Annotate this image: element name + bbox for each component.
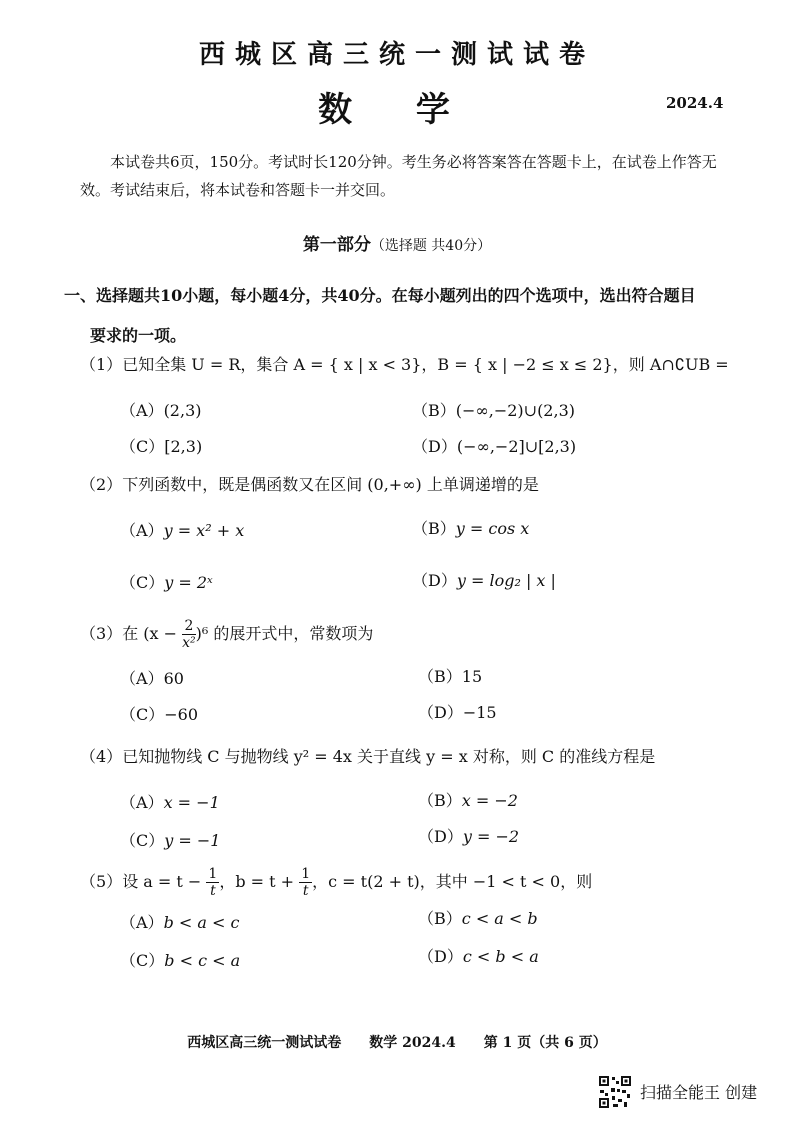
q5-option-c	[120, 948, 240, 971]
option-label: （C）	[120, 951, 165, 970]
fraction-numerator: 2	[182, 618, 196, 635]
q3-option-a	[120, 666, 184, 689]
option-text: (−∞,−2)∪(2,3)	[455, 401, 575, 420]
option-label: （A）	[120, 401, 164, 420]
option-text: y = x² + x	[163, 521, 245, 540]
q1-option-d	[412, 434, 576, 457]
question-number: （2）	[80, 475, 123, 494]
question-2-stem	[80, 472, 539, 495]
option-label: （D）	[412, 571, 457, 590]
option-label: （B）	[418, 791, 462, 810]
question-text: 已知抛物线 C 与抛物线 y² = 4x 关于直线 y = x 对称，则 C 的准线方程是	[122, 747, 656, 766]
option-text: y = cos x	[455, 519, 530, 538]
option-label: （C）	[120, 573, 165, 592]
question-text: 已知全集 U = R，集合 A = { x | x < 3}，B = { x | −2 ≤ x ≤ 2}，则 A∩∁UB =	[122, 355, 729, 374]
section-line-2: 要求的一项。	[90, 326, 187, 345]
option-label: （B）	[412, 401, 456, 420]
exam-date: 2024.4	[666, 94, 724, 112]
q5-option-d	[418, 944, 539, 967]
fraction-numerator: 1	[208, 866, 218, 882]
option-label: （D）	[418, 827, 463, 846]
option-label: （B）	[412, 519, 456, 538]
section-line-1: 一、选择题共10小题，每小题4分，共40分。在每小题列出的四个选项中，选出符合题目	[64, 286, 696, 305]
section-heading	[64, 276, 734, 356]
q1-option-c	[120, 434, 202, 457]
question-text-post: )⁶ 的展开式中，常数项为	[195, 624, 374, 643]
option-text: b < c < a	[164, 951, 241, 970]
option-label: （D）	[418, 947, 463, 966]
option-label: （B）	[418, 667, 462, 686]
option-text: (−∞,−2]∪[2,3)	[456, 437, 577, 456]
option-label: （A）	[120, 793, 164, 812]
question-number: （3）	[80, 624, 123, 643]
q2-option-d	[412, 568, 556, 591]
q4-option-c	[120, 828, 220, 851]
option-label: （D）	[418, 703, 463, 722]
question-4-stem	[80, 744, 655, 767]
option-text: c < a < b	[461, 909, 538, 928]
option-label: （B）	[418, 909, 462, 928]
option-text: y = log₂ | x |	[456, 571, 556, 590]
scanner-brand: 扫描全能王 创建	[640, 1083, 758, 1102]
fraction	[182, 618, 196, 651]
option-label: （A）	[120, 913, 164, 932]
question-number: （4）	[80, 747, 123, 766]
fraction-denominator: t	[302, 883, 309, 899]
q4-option-d	[418, 824, 519, 847]
option-text: x = −1	[163, 793, 220, 812]
option-text: y = −2	[462, 827, 520, 846]
option-text: b < a < c	[163, 913, 240, 932]
option-text: [2,3)	[164, 437, 203, 456]
option-label: （C）	[120, 831, 165, 850]
option-text: −60	[164, 705, 199, 724]
fraction	[206, 866, 219, 899]
question-text-b: ，b = t +	[219, 872, 295, 891]
exam-title: 西城区高三统一测试试卷	[198, 40, 595, 70]
part-heading	[0, 230, 794, 255]
option-label: （C）	[120, 437, 165, 456]
question-5-stem	[80, 866, 592, 899]
question-1-stem	[80, 352, 729, 375]
fraction-denominator: x²	[182, 635, 196, 651]
option-label: （A）	[120, 669, 164, 688]
fraction	[299, 866, 312, 899]
option-text: x = −2	[461, 791, 518, 810]
exam-instructions: 本试卷共6页，150分。考试时长120分钟。考生务必将答案答在答题卡上，在试卷上作答无效。考试结束后，将本试卷和答题卡一并交回。	[80, 153, 717, 199]
option-label: （C）	[120, 705, 165, 724]
qr-code-icon	[598, 1075, 632, 1109]
question-text-a: 设 a = t −	[122, 872, 202, 891]
q5-option-a	[120, 910, 239, 933]
option-label: （A）	[120, 521, 164, 540]
option-text: 15	[461, 667, 483, 686]
option-text: y = −1	[164, 831, 221, 850]
option-text: y = 2ˣ	[164, 573, 213, 592]
q2-option-b	[412, 516, 529, 539]
q4-option-a	[120, 790, 220, 813]
q3-option-d	[418, 700, 497, 723]
question-3-stem	[80, 618, 373, 651]
q2-option-c	[120, 570, 213, 593]
q1-option-b	[412, 398, 575, 421]
q3-option-c	[120, 702, 198, 725]
q3-option-b	[418, 664, 482, 687]
question-text-c: ，c = t(2 + t)，其中 −1 < t < 0，则	[312, 872, 593, 891]
option-text: −15	[462, 703, 497, 722]
option-text: (2,3)	[163, 401, 202, 420]
question-text-pre: 在 (x −	[122, 624, 178, 643]
q1-option-a	[120, 398, 202, 421]
part-note: （选择题 共40分）	[370, 238, 492, 254]
page-footer: 西城区高三统一测试试卷 数学 2024.4 第 1 页（共 6 页）	[187, 1035, 607, 1051]
option-label: （D）	[412, 437, 457, 456]
q4-option-b	[418, 788, 518, 811]
fraction-denominator: t	[210, 883, 216, 899]
fraction-numerator: 1	[301, 866, 311, 882]
subject-title: 数 学	[318, 90, 476, 130]
q5-option-b	[418, 906, 538, 929]
question-number: （5）	[80, 872, 123, 891]
question-number: （1）	[80, 355, 123, 374]
q2-option-a	[120, 518, 244, 541]
part-title: 第一部分	[302, 235, 371, 255]
question-text: 下列函数中，既是偶函数又在区间 (0,+∞) 上单调递增的是	[122, 475, 539, 494]
option-text: c < b < a	[462, 947, 539, 966]
option-text: 60	[163, 669, 184, 688]
